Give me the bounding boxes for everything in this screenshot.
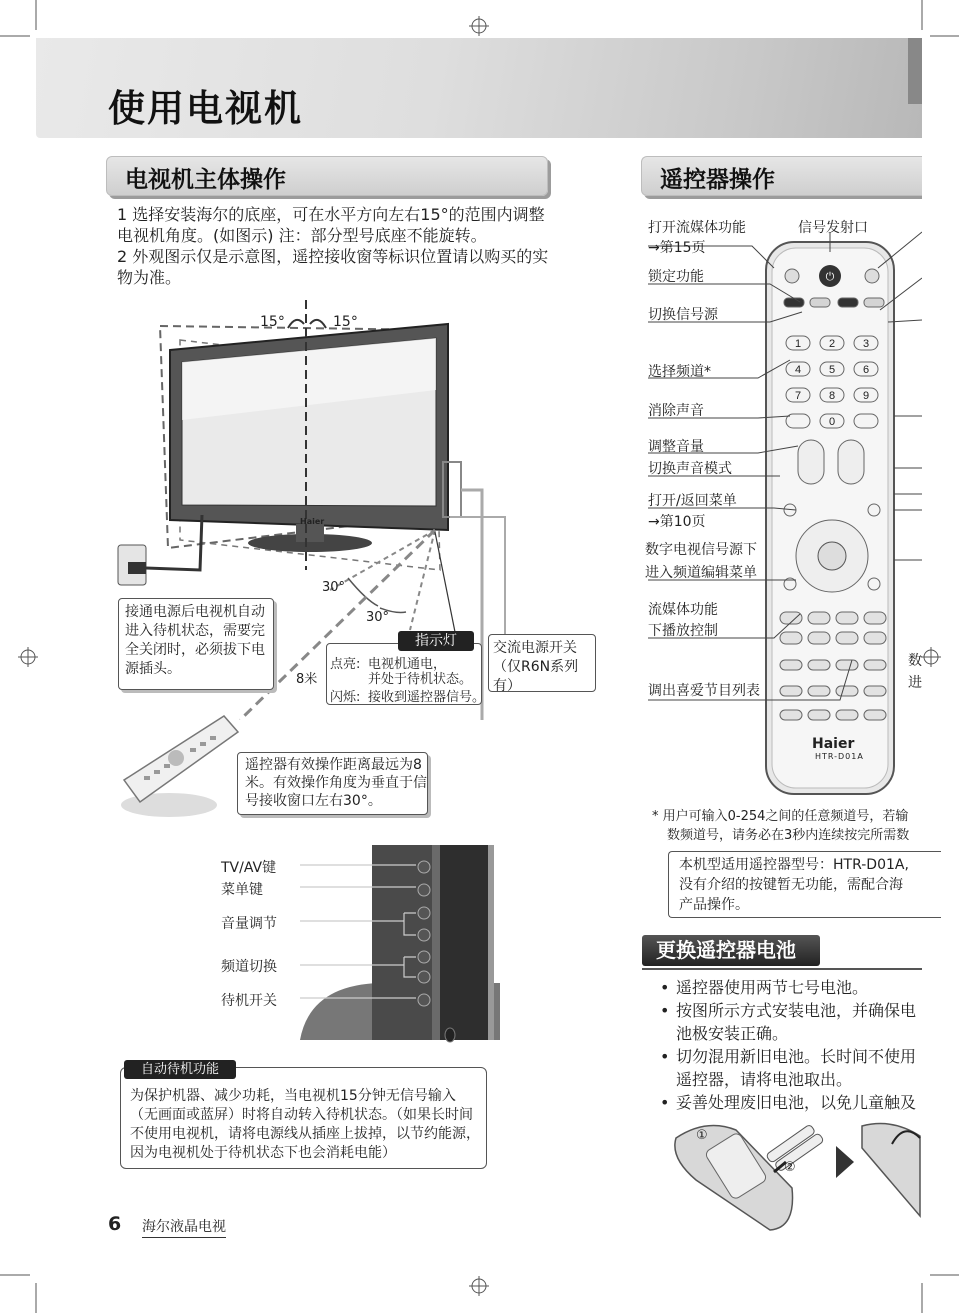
remote-label-channel-edit: 进入频道编辑菜单 bbox=[645, 565, 757, 581]
intro-text bbox=[117, 204, 557, 288]
svg-text:8: 8 bbox=[828, 390, 836, 402]
remote-brand-logo: Haier bbox=[812, 736, 855, 752]
footnote-line-2: 数频道号，请务必在3秒内连续按完所需数 bbox=[667, 828, 910, 843]
model-note-line-3: 产品操作。 bbox=[679, 897, 749, 913]
indicator-title: 指示灯 bbox=[398, 631, 474, 651]
auto-standby-text: 为保护机器、减少功耗，当电视机15分钟无信号输入（无画面或蓝屏）时将自动转入待机状态。（如果长时间不使用电视机，请将电源线从插座上拔掉，以节约能源，因为电视机处于待机状态下也会消耗电能） bbox=[130, 1088, 480, 1161]
banner-edge bbox=[908, 38, 922, 104]
ac-switch-line-2: （仅R6N系列有） bbox=[493, 659, 579, 694]
indicator-key-1: 点亮: bbox=[330, 657, 361, 672]
tv-brand-logo: Haier bbox=[300, 517, 325, 526]
remote-label-dtv: 数字电视信号源下 bbox=[645, 542, 757, 558]
svg-text:2: 2 bbox=[828, 338, 836, 350]
side-key-standby: 待机开关 bbox=[221, 993, 277, 1009]
remote-label-favorites: 调出喜爱节目列表 bbox=[648, 683, 760, 699]
svg-text:4: 4 bbox=[794, 364, 802, 376]
svg-text:7: 7 bbox=[794, 390, 802, 402]
power-note-box bbox=[118, 598, 274, 690]
side-key-tvav: TV/AV键 bbox=[221, 860, 277, 876]
angle-left-label: 15° bbox=[260, 314, 285, 330]
side-key-panel bbox=[300, 845, 500, 1045]
section-heading-tv bbox=[106, 156, 548, 196]
side-key-menu: 菜单键 bbox=[221, 882, 263, 898]
battery-item-2: • 按图所示方式安装电池，并确保电池极安装正确。 bbox=[658, 999, 922, 1045]
angle-30-label-a: 30° bbox=[322, 580, 346, 595]
remote-label-page10: →第10页 bbox=[648, 514, 706, 530]
model-note-box bbox=[668, 851, 941, 918]
remote-label-source: 切换信号源 bbox=[648, 307, 718, 323]
section-heading-tv-text: 电视机主体操作 bbox=[125, 167, 286, 193]
svg-text:⏻: ⏻ bbox=[825, 270, 835, 283]
remote-label-ir-window: 信号发射口 bbox=[798, 220, 868, 236]
indicator-val-1b: 并处于待机状态。 bbox=[368, 672, 473, 687]
svg-text:1: 1 bbox=[794, 338, 802, 350]
indicator-val-2: 接收到遥控器信号。 bbox=[368, 690, 486, 705]
remote-model-text: HTR-D01A bbox=[815, 752, 864, 761]
svg-text:9: 9 bbox=[862, 390, 870, 402]
model-note-line-2: 没有介绍的按键暂无功能，需配合海 bbox=[679, 877, 903, 893]
intro-line-2: 2 外观图示仅是示意图，遥控接收窗等标识位置请以购买的实物为准。 bbox=[117, 247, 549, 287]
ac-switch-box bbox=[488, 634, 596, 692]
footer-text: 海尔液晶电视 bbox=[142, 1216, 226, 1238]
remote-label-media: 流媒体功能 bbox=[648, 602, 718, 618]
remote-label-streaming: 打开流媒体功能 bbox=[648, 220, 746, 236]
footnote-line-1: * 用户可输入0-254之间的任意频道号，若输 bbox=[652, 809, 909, 824]
cut-mask bbox=[922, 150, 959, 210]
battery-step-1: ① bbox=[696, 1128, 708, 1143]
remote-label-channel: 选择频道* bbox=[648, 364, 711, 380]
remote-label-menu: 打开/返回菜单 bbox=[648, 493, 737, 509]
remote-range-text: 遥控器有效操作距离最远为8米。有效操作角度为垂直于信号接收窗口左右30°。 bbox=[245, 757, 427, 809]
intro-line-1: 1 选择安装海尔的底座，可在水平方向左右15°的范围内调整电视机角度。(如图示) 注：部分型号底座不能旋转。 bbox=[117, 205, 545, 245]
remote-label-page15: →第15页 bbox=[648, 240, 706, 256]
remote-label-mute: 消除声音 bbox=[648, 403, 704, 419]
svg-text:5: 5 bbox=[828, 364, 836, 376]
remote-label-cut-1: 数 bbox=[908, 653, 922, 669]
section-heading-remote bbox=[641, 156, 942, 196]
svg-text:0: 0 bbox=[828, 416, 836, 428]
remote-range-box bbox=[237, 752, 428, 815]
battery-list bbox=[658, 976, 922, 1114]
page-number: 6 bbox=[108, 1213, 122, 1235]
battery-item-3: • 切勿混用新旧电池。长时间不使用遥控器，请将电池取出。 bbox=[658, 1045, 922, 1091]
model-note-line-1: 本机型适用遥控器型号：HTR-D01A, bbox=[679, 857, 909, 873]
battery-rule bbox=[642, 968, 922, 970]
auto-standby-tag: 自动待机功能 bbox=[124, 1060, 236, 1079]
ac-switch-line-1: 交流电源开关 bbox=[493, 640, 577, 656]
remote-label-sound-mode: 切换声音模式 bbox=[648, 461, 732, 477]
battery-step-2: ② bbox=[784, 1160, 796, 1175]
distance-label: 8米 bbox=[296, 672, 318, 687]
page-title: 使用电视机 bbox=[108, 87, 303, 130]
battery-item-1: • 遥控器使用两节七号电池。 bbox=[658, 976, 922, 999]
angle-right-label: 15° bbox=[333, 314, 358, 330]
side-key-volume: 音量调节 bbox=[221, 916, 277, 932]
remote-label-lock: 锁定功能 bbox=[648, 269, 704, 285]
svg-text:3: 3 bbox=[862, 338, 870, 350]
battery-item-4: • 妥善处理废旧电池，以免儿童触及 bbox=[658, 1091, 922, 1114]
channel-footnote bbox=[652, 807, 922, 845]
battery-heading: 更换遥控器电池 bbox=[642, 935, 820, 966]
section-heading-remote-text: 遥控器操作 bbox=[660, 167, 775, 193]
svg-text:6: 6 bbox=[862, 364, 870, 376]
remote-label-playback: 下播放控制 bbox=[648, 623, 718, 639]
side-key-channel: 频道切换 bbox=[221, 959, 277, 975]
power-note-text: 接通电源后电视机自动进入待机状态，需要完全关闭时，必须拔下电源插头。 bbox=[125, 604, 265, 677]
indicator-key-2: 闪烁: bbox=[330, 690, 361, 705]
remote-label-volume: 调整音量 bbox=[648, 439, 704, 455]
angle-30-label-b: 30° bbox=[366, 610, 390, 625]
remote-label-cut-2: 进 bbox=[908, 675, 922, 691]
indicator-val-1: 电视机通电， bbox=[368, 657, 447, 672]
remote-angle-illustration bbox=[114, 710, 244, 825]
